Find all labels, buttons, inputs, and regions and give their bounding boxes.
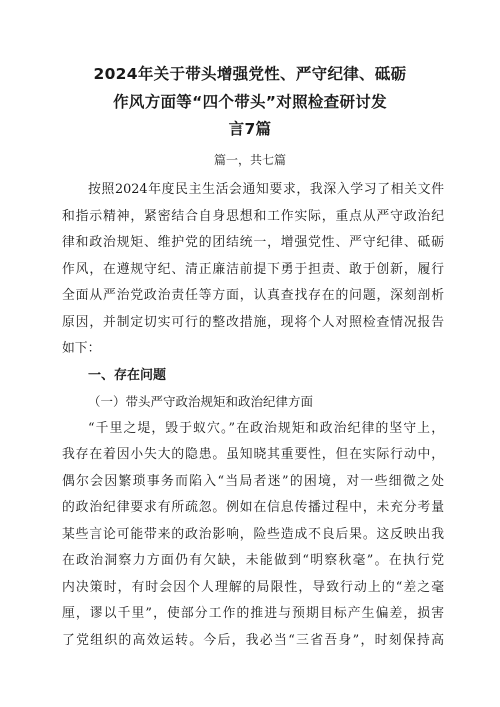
paragraph-line: 内决策时，有时会因个人理解的局限性，导致行动上的“差之毫 bbox=[62, 579, 444, 595]
intro-line: 按照2024年度民主生活会通知要求，我深入学习了相关文件 bbox=[88, 182, 444, 197]
intro-line: 和指示精神，紧密结合自身思想和工作实际，重点从严守政治纪 bbox=[62, 208, 444, 224]
paragraph-line: 某些言论可能带来的政治影响，险些造成不良后果。这反映出我 bbox=[62, 526, 444, 542]
paragraph-line: 我存在着因小失大的隐患。虽知晓其重要性，但在实际行动中， bbox=[62, 447, 444, 462]
intro-line: 律和政治规矩、维护党的团结统一，增强党性、严守纪律、砥砺 bbox=[62, 235, 444, 250]
document-subtitle: 篇一，共七篇 bbox=[213, 153, 286, 167]
paragraph-line: 偶尔会因繁琐事务而陷入“当局者迷”的困境，对一些细微之处 bbox=[62, 473, 444, 489]
subsection-heading: （一）带头严守政治规矩和政治纪律方面 bbox=[88, 394, 314, 409]
paragraph-line: “千里之堤，毁于蚁穴。”在政治规矩和政治纪律的坚守上， bbox=[88, 420, 444, 436]
intro-line: 作风，在遵规守纪、清正廉洁前提下勇于担责、敢于创新，履行 bbox=[62, 261, 444, 277]
document-title-line-2: 作风方面等“四个带头”对照检查研讨发 bbox=[113, 93, 387, 111]
paragraph-line: 的政治纪律要求有所疏忽。例如在信息传播过程中，未充分考量 bbox=[62, 500, 444, 515]
document-title-line-1: 2024年关于带头增强党性、严守纪律、砥砺 bbox=[93, 65, 407, 83]
section-heading: 一、存在问题 bbox=[88, 367, 167, 383]
intro-line: 如下： bbox=[62, 341, 101, 356]
paragraph-line: 了党组织的高效运转。今后，我必当“三省吾身”，时刻保持高 bbox=[62, 632, 444, 648]
document-body bbox=[62, 177, 444, 654]
intro-line: 原因，并制定切实可行的整改措施，现将个人对照检查情况报告 bbox=[62, 314, 444, 330]
paragraph-line: 厘，谬以千里”，使部分工作的推进与预期目标产生偏差，损害 bbox=[62, 606, 444, 621]
intro-line: 全面从严治党政治责任等方面，认真查找存在的问题，深刻剖析 bbox=[62, 288, 444, 303]
document-title-line-3: 言7篇 bbox=[228, 120, 272, 138]
paragraph-line: 在政治洞察力方面仍有欠缺，未能做到“明察秋毫”。在执行党 bbox=[62, 553, 444, 568]
